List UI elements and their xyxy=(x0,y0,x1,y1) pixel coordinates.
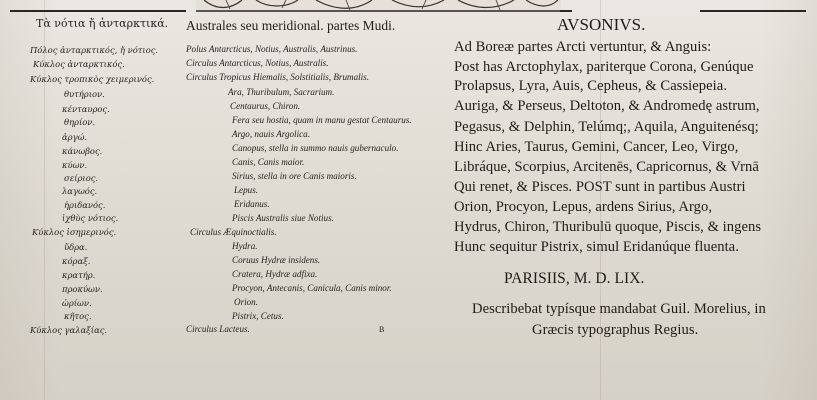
latin-line: Circulus Antarcticus, Notius, Australis. xyxy=(186,58,329,68)
latin-line: Canis, Canis maior. xyxy=(232,157,305,167)
verse-line: Auriga, & Perseus, Deltoton, & Andromedę astrum, xyxy=(454,98,760,114)
greek-line: Πόλος ἀνταρκτικός, ἤ νότιος. xyxy=(30,45,159,55)
verse-line: Libráque, Scorpius, Arcitenēs, Capricornus, & Vrnā xyxy=(454,159,759,175)
verse-line: Hunc sequitur Pistrix, simul Eridanúque fluenta. xyxy=(454,239,739,255)
verse-line: Prolapsus, Lyra, Auis, Cepheus, & Cassiepeia. xyxy=(454,78,728,94)
latin-line: Lepus. xyxy=(234,185,258,195)
greek-line: κένταυρος. xyxy=(62,104,110,114)
latin-line: Cratera, Hydræ adfixa. xyxy=(232,269,318,279)
latin-line: Centaurus, Chiron. xyxy=(230,101,301,111)
header-rule-mid xyxy=(560,10,572,12)
latin-line: Ara, Thuribulum, Sacrarium. xyxy=(228,87,335,97)
latin-line: Circulus Tropicus Hiemalis, Solstitialis, Brumalis. xyxy=(186,72,369,82)
verse-line: Hinc Aries, Taurus, Gemini, Cancer, Leo, Virgo, xyxy=(454,139,739,155)
greek-line: ὕδρα. xyxy=(64,242,88,252)
greek-column-heading: Τὰ νότια ἤ ἀνταρκτικά. xyxy=(36,17,169,30)
header-rule-left xyxy=(10,10,186,12)
imprint-line: PARISIIS, M. D. LIX. xyxy=(504,270,645,287)
greek-line: σείριος. xyxy=(64,173,99,183)
latin-column-heading: Australes seu meridional. partes Mudi. xyxy=(186,18,396,33)
greek-line: ὠρίων. xyxy=(62,298,92,308)
latin-line: Circulus Lacteus. xyxy=(186,324,250,334)
verse-line: Pegasus, & Delphin, Telúmq;, Aquila, Anguitenésq; xyxy=(454,119,759,135)
latin-line: Sirius, stella in ore Canis maioris. xyxy=(232,171,357,181)
greek-line: Κύκλος τροπικὸς χειμερινός. xyxy=(30,74,155,84)
greek-line: κάνωβος. xyxy=(62,146,103,156)
greek-line: λαγωός. xyxy=(62,186,98,196)
colophon-line: Describebat typísque mandabat Guil. Morelius, in xyxy=(472,301,766,317)
latin-line: Procyon, Antecanis, Canicula, Canis minor. xyxy=(232,283,392,293)
latin-line: Eridanus. xyxy=(234,199,270,209)
latin-line: Argo, nauis Argolica. xyxy=(232,129,310,139)
verse-line: Post has Arctophylax, pariterque Corona, Genúque xyxy=(454,59,754,75)
latin-line: Polus Antarcticus, Notius, Australis, Austrinus. xyxy=(186,44,358,54)
verse-line: Orion, Procyon, Lepus, ardens Sirius, Argo, xyxy=(454,199,713,215)
latin-line: Piscis Australis siue Notius. xyxy=(232,213,334,223)
greek-line: κόραξ. xyxy=(62,256,91,266)
verse-line: Qui renet, & Pisces. POST sunt in partibus Austri xyxy=(454,179,746,195)
latin-line: Coruus Hydræ insidens. xyxy=(232,255,321,265)
greek-line: Κύκλος ἀνταρκτικός. xyxy=(33,59,125,69)
latin-line: Pistrix, Cetus. xyxy=(232,311,284,321)
greek-line: θηρίον. xyxy=(64,117,96,127)
latin-line: Fera seu hostia, quam in manu gestat Centaurus. xyxy=(232,115,412,125)
greek-line: κῆτος. xyxy=(64,311,92,321)
greek-line: Κύκλος ἰσημερινός. xyxy=(32,227,117,237)
colophon-line: Græcis typographus Regius. xyxy=(532,322,699,338)
greek-line: κύων. xyxy=(62,160,88,170)
greek-line: ἰχθὺς νότιος. xyxy=(62,213,119,223)
greek-line: ἠριδανός. xyxy=(64,200,106,210)
greek-line: θυτήριον. xyxy=(64,89,105,99)
greek-line: ἀργώ. xyxy=(62,132,88,142)
ausonius-title: AVSONIVS. xyxy=(557,15,646,34)
latin-line: Hydra. xyxy=(232,241,258,251)
greek-line: κρατήρ. xyxy=(62,270,96,280)
greek-line: προκύων. xyxy=(62,284,103,294)
verse-line: Hydrus, Chiron, Thuribulū quoque, Piscis, & ingens xyxy=(454,219,762,235)
latin-line: Circulus Æquinoctialis. xyxy=(190,227,277,237)
engraved-ornament-border xyxy=(196,0,561,12)
greek-line: Κύκλος γαλαξίας. xyxy=(30,325,108,335)
latin-line: Canopus, stella in summo nauis gubernaculo. xyxy=(232,143,399,153)
latin-line: Orion. xyxy=(234,297,258,307)
verse-line: Ad Boreæ partes Arcti vertuntur, & Anguis: xyxy=(454,39,712,55)
signature-mark: B xyxy=(379,325,385,334)
header-rule-right xyxy=(700,10,806,12)
